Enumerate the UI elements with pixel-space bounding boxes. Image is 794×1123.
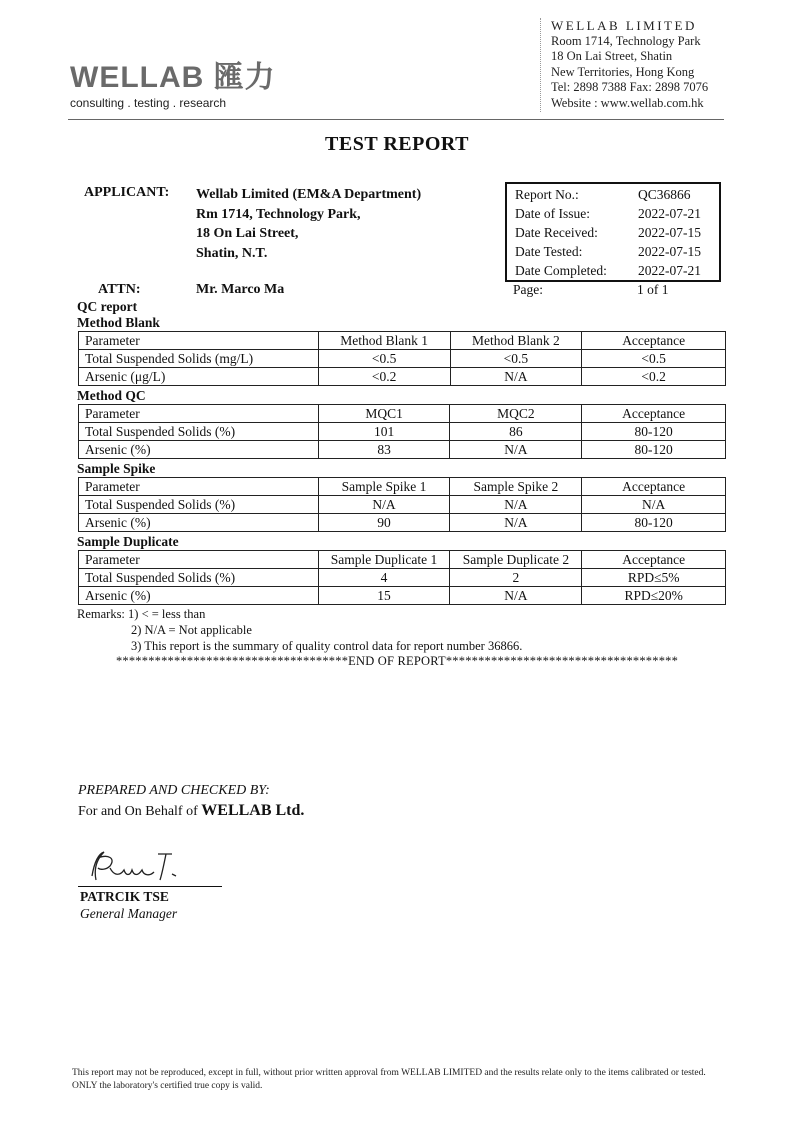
- table-row: [79, 496, 726, 514]
- prepared-label: PREPARED AND CHECKED BY:: [78, 783, 270, 798]
- info-key: Date of Issue:: [515, 206, 590, 221]
- header-cell: Sample Duplicate 2: [450, 551, 582, 569]
- table-row: [79, 423, 726, 441]
- applicant-line: Wellab Limited (EM&A Department): [196, 187, 422, 202]
- table-sample-duplicate: [78, 550, 726, 605]
- header-cell: Sample Duplicate 1: [318, 551, 450, 569]
- table-cell: Total Suspended Solids (mg/L): [79, 350, 319, 368]
- info-value: QC36866: [638, 187, 691, 202]
- table-cell: RPD≤20%: [582, 587, 726, 605]
- table-cell: <0.2: [582, 368, 726, 386]
- applicant-label: APPLICANT:: [84, 185, 170, 200]
- table-cell: 101: [318, 423, 450, 441]
- header-cell: Parameter: [79, 405, 319, 423]
- info-value: 2022-07-21: [638, 206, 701, 221]
- remark-line: [77, 606, 522, 622]
- table-cell: N/A: [450, 368, 582, 386]
- table-cell: 2: [450, 569, 582, 587]
- info-key: Date Received:: [515, 225, 598, 240]
- table-cell: 83: [318, 441, 450, 459]
- header-cell: Acceptance: [582, 405, 726, 423]
- logo-wordmark: WELLAB 匯力: [70, 61, 276, 94]
- info-value: 2022-07-15: [638, 225, 701, 240]
- table-cell: <0.2: [318, 368, 450, 386]
- company-name: WELLAB LIMITED: [551, 18, 697, 33]
- header-divider: [68, 119, 724, 120]
- table-cell: <0.5: [450, 350, 582, 368]
- section-title-sample-spike: Sample Spike: [77, 461, 156, 476]
- table-cell: Total Suspended Solids (%): [79, 496, 319, 514]
- end-of-report: ************************************END OF REPORT************************************: [115, 654, 679, 668]
- table-header-row: [79, 478, 726, 496]
- table-cell: 90: [318, 514, 450, 532]
- table-cell: 15: [318, 587, 450, 605]
- header-cell: Acceptance: [582, 332, 726, 350]
- table-header-row: [79, 551, 726, 569]
- section-title-sample-duplicate: Sample Duplicate: [77, 534, 179, 549]
- table-header-row: [79, 405, 726, 423]
- table-cell: Arsenic (%): [79, 514, 319, 532]
- applicant-line: 18 On Lai Street,: [196, 226, 299, 241]
- table-cell: Arsenic (μg/L): [79, 368, 319, 386]
- attn-label: ATTN:: [98, 282, 141, 297]
- header-cell: Parameter: [79, 478, 319, 496]
- table-row: [79, 587, 726, 605]
- table-cell: N/A: [450, 441, 582, 459]
- table-row: [79, 350, 726, 368]
- header-cell: Sample Spike 2: [450, 478, 582, 496]
- behalf-prefix: For and On Behalf of: [78, 804, 198, 819]
- table-cell: Total Suspended Solids (%): [79, 423, 319, 441]
- page-label: Page:: [513, 282, 543, 297]
- applicant-line: Shatin, N.T.: [196, 245, 268, 261]
- address-line: Room 1714, Technology Park: [551, 33, 701, 48]
- table-cell: RPD≤5%: [582, 569, 726, 587]
- table-cell: <0.5: [582, 350, 726, 368]
- table-cell: N/A: [450, 514, 582, 532]
- header-cell: Sample Spike 1: [318, 478, 450, 496]
- signature-scribble: [74, 846, 194, 886]
- remarks-label: Remarks:: [77, 607, 125, 621]
- table-cell: 80-120: [582, 423, 726, 441]
- header-cell: Acceptance: [582, 478, 726, 496]
- signature-line: [78, 886, 222, 887]
- remark-item: 2) N/A = Not applicable: [131, 623, 252, 637]
- table-method-qc: [78, 404, 726, 459]
- table-row: [79, 569, 726, 587]
- behalf-company: WELLAB Ltd.: [201, 802, 305, 819]
- table-row: [79, 441, 726, 459]
- table-cell: Arsenic (%): [79, 587, 319, 605]
- table-cell: N/A: [450, 496, 582, 514]
- table-sample-spike: [78, 477, 726, 532]
- table-cell: N/A: [582, 496, 726, 514]
- table-row: [79, 514, 726, 532]
- info-value: 2022-07-21: [638, 263, 701, 278]
- header-cell: Parameter: [79, 332, 319, 350]
- table-method-blank: [78, 331, 726, 386]
- table-header-row: [79, 332, 726, 350]
- info-key: Date Completed:: [515, 263, 607, 278]
- page-number-row: [513, 282, 669, 298]
- remark-item: 1) < = less than: [128, 607, 206, 621]
- behalf-line: [78, 802, 304, 820]
- table-cell: 80-120: [582, 441, 726, 459]
- table-cell: Total Suspended Solids (%): [79, 569, 319, 587]
- header-cell: Method Blank 1: [318, 332, 450, 350]
- table-row: [79, 368, 726, 386]
- header-cell: Parameter: [79, 551, 319, 569]
- table-cell: Arsenic (%): [79, 441, 319, 459]
- page-value: 1 of 1: [637, 282, 669, 297]
- table-cell: 86: [450, 423, 582, 441]
- header-cell: Acceptance: [582, 551, 726, 569]
- table-cell: 80-120: [582, 514, 726, 532]
- attn-value: Mr. Marco Ma: [196, 282, 285, 297]
- section-title-method-blank: Method Blank: [77, 315, 160, 330]
- info-key: Report No.:: [515, 187, 579, 202]
- footer-disclaimer: This report may not be reproduced, except in full, without prior written approval from WELLAB LIMITED and the results relate only to the items calibrated or tested. ONLY the laboratory's certified true copy is valid.: [72, 1068, 706, 1091]
- report-title: TEST REPORT: [325, 133, 469, 155]
- address-line: New Territories, Hong Kong: [551, 64, 695, 79]
- signer-title: General Manager: [80, 906, 178, 921]
- address-line: Website : www.wellab.com.hk: [551, 95, 704, 110]
- signer-name: PATRCIK TSE: [80, 889, 169, 904]
- logo-tagline: consulting . testing . research: [70, 96, 227, 110]
- company-address-block: [540, 18, 708, 112]
- info-key: Date Tested:: [515, 244, 583, 259]
- table-cell: N/A: [450, 587, 582, 605]
- address-line: Tel: 2898 7388 Fax: 2898 7076: [551, 80, 709, 95]
- qc-report-label: QC report: [77, 299, 138, 314]
- table-cell: <0.5: [318, 350, 450, 368]
- section-title-method-qc: Method QC: [77, 388, 146, 403]
- header-cell: MQC1: [318, 405, 450, 423]
- table-cell: 4: [318, 569, 450, 587]
- applicant-address: [196, 185, 421, 263]
- applicant-line: Rm 1714, Technology Park,: [196, 206, 361, 222]
- address-line: 18 On Lai Street, Shatin: [551, 49, 673, 64]
- remarks-block: [77, 606, 522, 654]
- remark-item: 3) This report is the summary of quality control data for report number 36866.: [131, 639, 523, 653]
- company-logo: [70, 62, 276, 110]
- header-cell: MQC2: [450, 405, 582, 423]
- report-info-box: [505, 182, 721, 282]
- table-cell: N/A: [318, 496, 450, 514]
- info-value: 2022-07-15: [638, 244, 701, 259]
- header-cell: Method Blank 2: [450, 332, 582, 350]
